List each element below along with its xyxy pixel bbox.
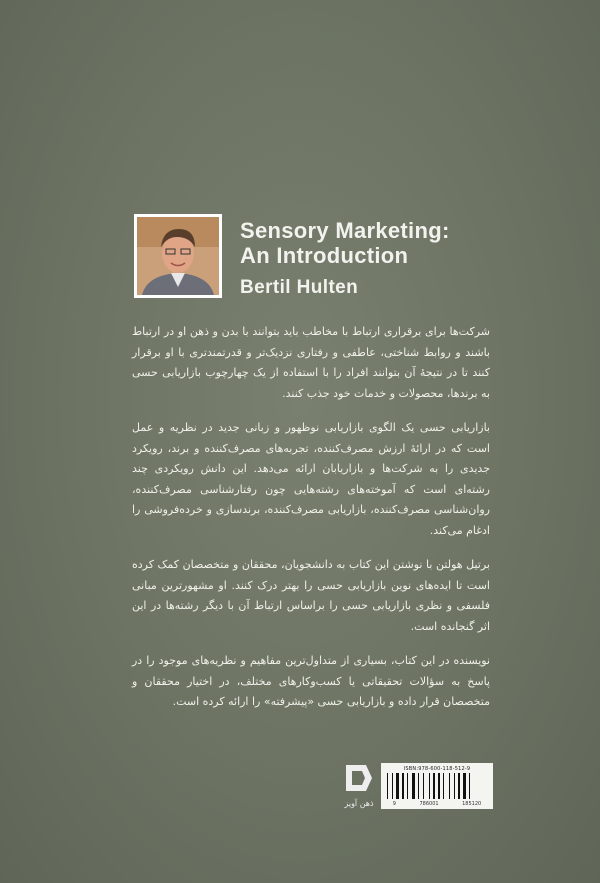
publisher-logo bbox=[344, 763, 374, 811]
barcode-bar bbox=[396, 773, 399, 799]
barcode-group-2: 185120 bbox=[462, 801, 482, 807]
publisher-logo-icon bbox=[344, 763, 374, 793]
barcode-bars bbox=[387, 773, 487, 799]
barcode-bar bbox=[387, 773, 388, 799]
barcode-bar bbox=[463, 773, 466, 799]
author-photo bbox=[134, 214, 222, 298]
publisher-name: ذهن آویز bbox=[344, 799, 374, 808]
book-title: Sensory Marketing: bbox=[240, 218, 450, 243]
isbn-barcode bbox=[381, 763, 493, 809]
description-text bbox=[132, 322, 490, 727]
barcode-bar bbox=[402, 773, 404, 799]
paragraph: بازاریابی حسی یک الگوی بازاریابی نوظهور و زبانی جدید در نظریه و عمل است که در ارائهٔ ارزش مصرف‌کننده، تجربه‌های مصرف‌کننده و برند، رویکرد جدیدی را به شرکت‌ها و بازاریابان ارائه می‌دهد. این دانش رویکردی چند رشته‌ای است که آموخته‌های رشته‌هایی چون رفتارشناسی مصرف‌کننده، روان‌شناسی مصرف‌کننده، بازاریابی مصرف‌کننده، برندسازی و خرده‌فروشی را ادغام می‌کند. bbox=[132, 421, 490, 537]
barcode-bar bbox=[458, 773, 460, 799]
barcode-bar bbox=[412, 773, 415, 799]
paragraph: شرکت‌ها برای برقراری ارتباط با مخاطب باید بتوانند با بدن و ذهن او در ارتباط باشند و روابط شناختی، عاطفی و رفتاری نزدیک‌تر و قدرتمندتری با او برقرار کنند تا در نتیجهٔ آن بتوانند افراد را با استفاده از یک چهارچوب بازاریابی حسی به برندها، محصولات و خدمات خود جذب کنند. bbox=[132, 325, 490, 400]
barcode-group-1: 786001 bbox=[419, 801, 439, 807]
paragraph: نویسنده در این کتاب، بسیاری از متداول‌ترین مفاهیم و نظریه‌های موجود را در پاسخ به سؤالات تحقیقاتی یا کسب‌وکارهای مختلف، در اختیار محققان و متخصصان قرار داده و بازاریابی حسی «پیشرفته» را ارائه کرده است. bbox=[132, 654, 490, 708]
isbn-text: ISBN:978-600-118-512-9 bbox=[403, 766, 471, 772]
barcode-digits bbox=[381, 801, 493, 807]
paragraph: برتیل هولتن با نوشتن این کتاب به دانشجویان، محققان و متخصصان کمک کرده است تا ایده‌های نوین بازاریابی حسی را بهتر درک کنند. او مشهورترین مبانی فلسفی و نظری بازاریابی حسی را براساس ارتباط آن با دیگر رشته‌ها در این اثر گنجانده است. bbox=[132, 558, 490, 633]
barcode-bar bbox=[433, 773, 435, 799]
book-author: Bertil Hulten bbox=[240, 277, 359, 298]
barcode-bar bbox=[423, 773, 424, 799]
barcode-lead-digit: 9 bbox=[392, 801, 396, 807]
barcode-bar bbox=[429, 773, 430, 799]
book-subtitle: An Introduction bbox=[240, 243, 409, 268]
barcode-bar bbox=[418, 773, 419, 799]
barcode-bar bbox=[407, 773, 408, 799]
barcode-bar bbox=[449, 773, 450, 799]
author-portrait-image bbox=[137, 217, 219, 295]
barcode-bar bbox=[454, 773, 455, 799]
barcode-bar bbox=[438, 773, 440, 799]
barcode-bar bbox=[469, 773, 470, 799]
book-title-block bbox=[240, 218, 450, 300]
barcode-bar bbox=[392, 773, 393, 799]
barcode-bar bbox=[443, 773, 444, 799]
